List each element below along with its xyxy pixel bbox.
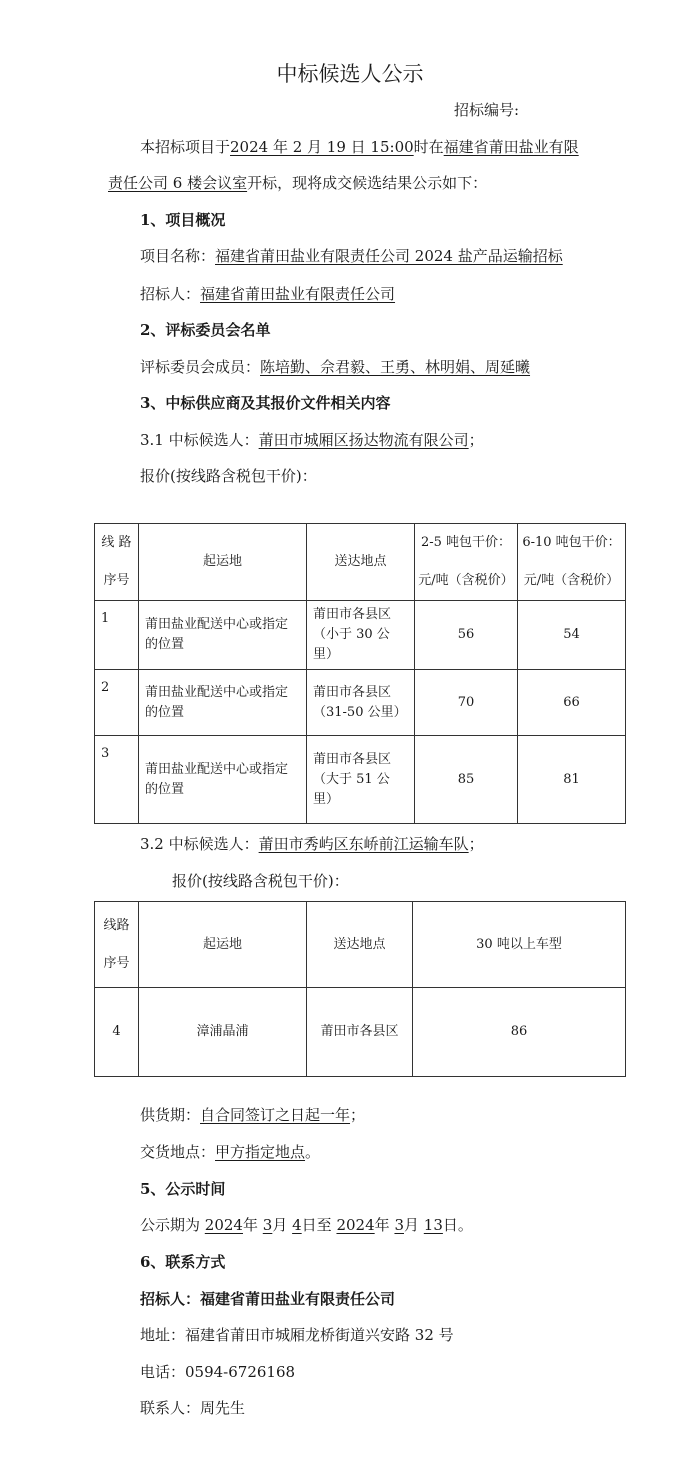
table-row [95,601,626,670]
header-price-30t: 30 吨以上车型 [413,902,626,988]
delivery-place-label: 交货地点： [140,1143,216,1161]
price-note-2: 报价(按线路含税包干价)： [172,872,349,890]
route-seq: 1 [95,601,139,670]
price-6-10t: 66 [518,670,626,736]
start-day-unit: 日至 [301,1216,332,1234]
contact-tenderer: 招标人：福建省莆田盐业有限责任公司 [140,1290,396,1308]
delivery-place-end: 。 [305,1143,321,1161]
contact-person: 联系人：周先生 [140,1399,246,1417]
header-destination: 送达地点 [307,902,413,988]
price-2-5t: 85 [415,736,518,824]
header-seq-line1: 线路 [103,917,130,933]
page-title: 中标候选人公示 [276,62,424,86]
header-origin: 起运地 [139,902,307,988]
project-name-line [140,246,563,266]
tenderer-label: 招标人： [140,285,201,303]
route-origin: 莆田盐业配送中心或指定的位置 [139,736,307,824]
start-year: 2024 [204,1216,243,1234]
project-name-label: 项目名称： [140,247,216,265]
section-6-heading: 6、联系方式 [140,1253,226,1271]
header-price-6-10t-line2: 元/吨（含税价） [523,573,620,588]
route-origin: 漳浦晶浦 [139,988,307,1077]
end-year: 2024 [336,1216,375,1234]
header-price-6-10t [518,524,626,601]
price-note-1: 报价(按线路含税包干价)： [140,467,317,485]
header-seq [95,524,139,601]
price-table-2 [94,901,626,1077]
project-name-value: 福建省莆田盐业有限责任公司 2024 盐产品运输招标 [215,247,563,265]
section-2-heading: 2、评标委员会名单 [140,321,271,339]
header-seq-line1: 线 路 [101,535,132,550]
header-price-2-5t-line1: 2-5 吨包干价： [420,535,512,550]
candidate-2-name: 莆田市秀屿区东峤前江运输车队 [258,835,469,853]
price-30t: 86 [413,988,626,1077]
tenderer-value: 福建省莆田盐业有限责任公司 [200,285,396,303]
end-month-unit: 月 [404,1216,420,1234]
tenderer-line [140,284,395,304]
start-month: 3 [262,1216,273,1234]
intro-prefix: 本招标项目于 [140,138,231,156]
route-seq: 4 [95,988,139,1077]
header-destination: 送达地点 [307,524,415,601]
publicity-period-line [140,1215,473,1235]
candidate-1-name: 莆田市城厢区扬达物流有限公司 [258,431,469,449]
intro-suffix: 开标，现将成交候选结果公示如下： [247,174,488,192]
candidate-1-end: ； [468,431,484,449]
header-price-6-10t-line1: 6-10 吨包干价： [522,535,621,550]
price-2-5t: 70 [415,670,518,736]
header-seq [95,902,139,988]
route-seq: 2 [95,670,139,736]
price-6-10t: 54 [518,601,626,670]
header-price-2-5t-line2: 元/吨（含税价） [418,573,514,588]
opening-datetime: 2024 年 2 月 19 日 15:00 [230,138,414,156]
table-header-row [95,524,626,601]
candidate-1-label: 3.1 中标候选人： [140,431,259,449]
committee-label: 评标委员会成员： [140,358,261,376]
end-year-unit: 年 [374,1216,390,1234]
route-origin: 莆田盐业配送中心或指定的位置 [139,670,307,736]
candidate-2-label: 3.2 中标候选人： [140,835,259,853]
supply-period-value: 自合同签订之日起一年 [200,1106,351,1124]
price-2-5t: 56 [415,601,518,670]
candidate-2-end: ； [468,835,484,853]
opening-place-part1: 福建省莆田盐业有限 [443,138,579,156]
section-3-heading: 3、中标供应商及其报价文件相关内容 [140,394,391,412]
intro-line-2 [108,173,487,193]
end-day-unit: 日。 [442,1216,473,1234]
price-6-10t: 81 [518,736,626,824]
price-table-1 [94,523,626,824]
committee-members: 陈培勤、佘君毅、王勇、林明娟、周延曦 [260,358,531,376]
delivery-place-line [140,1142,320,1162]
table-header-row [95,902,626,988]
table-row [95,670,626,736]
delivery-place-value: 甲方指定地点 [215,1143,306,1161]
bid-number-label: 招标编号: [454,101,520,119]
start-day: 4 [292,1216,302,1234]
end-month: 3 [394,1216,404,1234]
route-seq: 3 [95,736,139,824]
end-day: 13 [423,1216,443,1234]
route-destination: 莆田市各县区（大于 51 公里） [307,736,415,824]
candidate-1-line [140,430,484,450]
route-destination: 莆田市各县区（小于 30 公里） [307,601,415,670]
route-destination: 莆田市各县区（31-50 公里） [307,670,415,736]
intro-mid: 时在 [413,138,444,156]
header-seq-line2: 序号 [103,955,130,971]
header-price-2-5t [415,524,518,601]
candidate-2-line [140,834,484,854]
contact-phone: 电话：0594-6726168 [140,1363,296,1381]
start-year-unit: 年 [242,1216,258,1234]
committee-line [140,357,530,377]
start-month-unit: 月 [272,1216,288,1234]
opening-place-part2: 责任公司 6 楼会议室 [108,174,248,192]
supply-period-line [140,1105,365,1125]
route-destination: 莆田市各县区 [307,988,413,1077]
supply-period-end: ； [350,1106,366,1124]
supply-period-label: 供货期： [140,1106,201,1124]
table-row [95,988,626,1077]
route-origin: 莆田盐业配送中心或指定的位置 [139,601,307,670]
header-seq-line2: 序号 [103,573,130,588]
contact-address: 地址：福建省莆田市城厢龙桥街道兴安路 32 号 [140,1326,454,1344]
intro-line-1 [140,137,579,157]
section-1-heading: 1、项目概况 [140,211,226,229]
table-row [95,736,626,824]
publicity-prefix: 公示期为 [140,1216,201,1234]
section-5-heading: 5、公示时间 [140,1180,226,1198]
header-origin: 起运地 [139,524,307,601]
